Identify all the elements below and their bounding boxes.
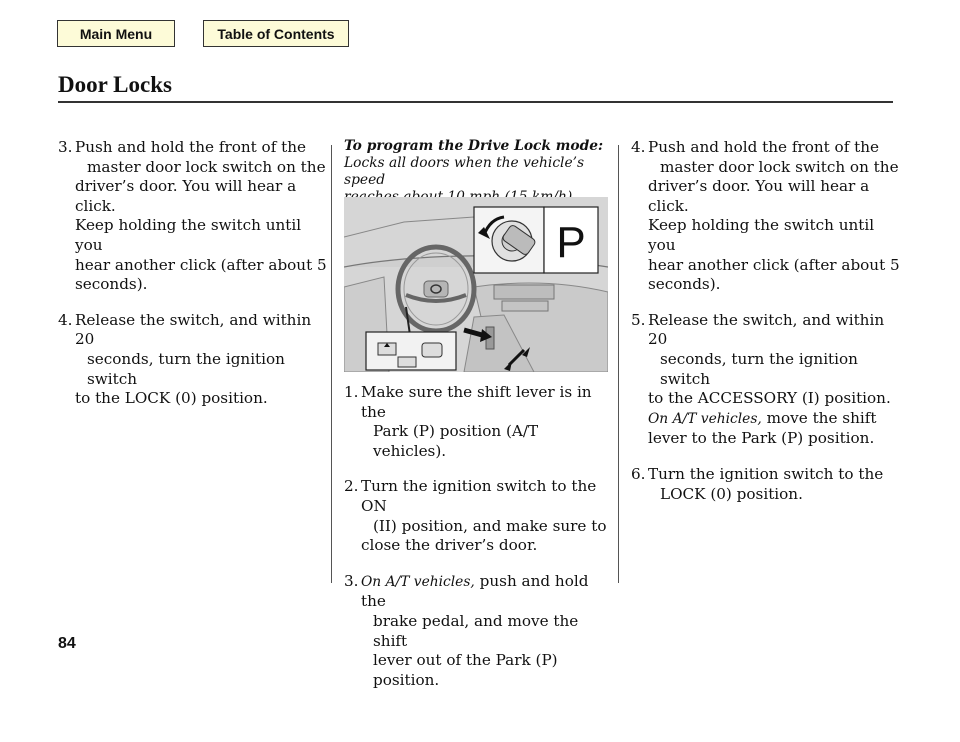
middle-column	[344, 383, 614, 706]
step-4-right	[631, 138, 901, 295]
step-text: driver’s door. You will hear a click.	[75, 177, 297, 215]
step-text: (II) position, and make sure to	[373, 516, 607, 535]
step-text: to the LOCK (0) position.	[75, 389, 268, 408]
step-text: driver’s door. You will hear a click.	[648, 177, 870, 215]
step-5	[631, 311, 901, 449]
main-menu-button[interactable]: Main Menu	[57, 20, 175, 47]
step-number: 5.	[631, 310, 646, 329]
step-text: Turn the ignition switch to the	[648, 464, 884, 483]
column-divider-right	[618, 145, 619, 583]
step-text-inline: move the shift	[761, 408, 877, 427]
title-divider	[58, 101, 893, 103]
step-text: Keep holding the switch until you	[648, 216, 875, 254]
step-3-mid	[344, 572, 614, 691]
step-number: 6.	[631, 464, 646, 483]
step-text: to the ACCESSORY (I) position.	[648, 389, 891, 408]
dashboard-illustration	[344, 197, 608, 372]
step-text: master door lock switch on the	[87, 157, 326, 176]
step-text: master door lock switch on the	[660, 157, 899, 176]
step-text: Release the switch, and within 20	[648, 310, 885, 349]
step-1	[344, 383, 614, 461]
step-6	[631, 465, 901, 504]
dashboard-drawing	[344, 197, 608, 372]
step-text: seconds).	[75, 275, 148, 294]
table-of-contents-button[interactable]: Table of Contents	[203, 20, 349, 47]
shift-position-label: P	[556, 218, 586, 267]
left-column	[58, 138, 328, 425]
drive-lock-sidebar	[344, 138, 609, 206]
step-text: seconds).	[648, 275, 721, 294]
sidebar-heading: To program the Drive Lock mode:	[344, 138, 604, 154]
page-number: 84	[58, 635, 76, 652]
step-text: Turn the ignition switch to the ON	[361, 477, 597, 515]
step-number: 4.	[631, 138, 646, 156]
step-text: Push and hold the front of the	[75, 138, 307, 156]
step-2	[344, 477, 614, 555]
step-text: seconds, turn the ignition switch	[87, 349, 285, 388]
step-text	[361, 572, 614, 612]
step-number: 3.	[58, 138, 73, 156]
step-text: lever to the Park (P) position.	[648, 429, 875, 448]
step-text: Make sure the shift lever is in the	[361, 383, 592, 421]
step-3-left	[58, 138, 328, 295]
step-text: lever out of the Park (P) position.	[373, 651, 558, 689]
page-title: Door Locks	[58, 72, 172, 97]
step-text: hear another click (after about 5	[648, 255, 900, 274]
step-text	[648, 409, 901, 430]
step-text: Park (P) position (A/T vehicles).	[373, 422, 539, 460]
step-text: Release the switch, and within 20	[75, 310, 312, 349]
step-text-inline: push and hold the	[361, 571, 589, 611]
column-divider-left	[331, 145, 332, 583]
step-number: 3.	[344, 571, 359, 590]
step-number: 4.	[58, 310, 73, 329]
step-number: 1.	[344, 383, 359, 401]
italic-condition: On A/T vehicles,	[361, 573, 475, 590]
step-4-left	[58, 311, 328, 409]
right-column	[631, 138, 901, 520]
italic-condition: On A/T vehicles,	[648, 410, 762, 427]
sidebar-description: Locks all doors when the vehicle’s speed	[344, 155, 585, 188]
step-text: brake pedal, and move the shift	[373, 611, 579, 650]
step-text: seconds, turn the ignition switch	[660, 349, 858, 388]
step-text: LOCK (0) position.	[660, 484, 803, 503]
step-text: close the driver’s door.	[361, 536, 538, 555]
step-number: 2.	[344, 477, 359, 496]
step-text: Keep holding the switch until you	[75, 216, 302, 254]
step-text: Push and hold the front of the	[648, 138, 880, 156]
step-text: hear another click (after about 5	[75, 255, 327, 274]
